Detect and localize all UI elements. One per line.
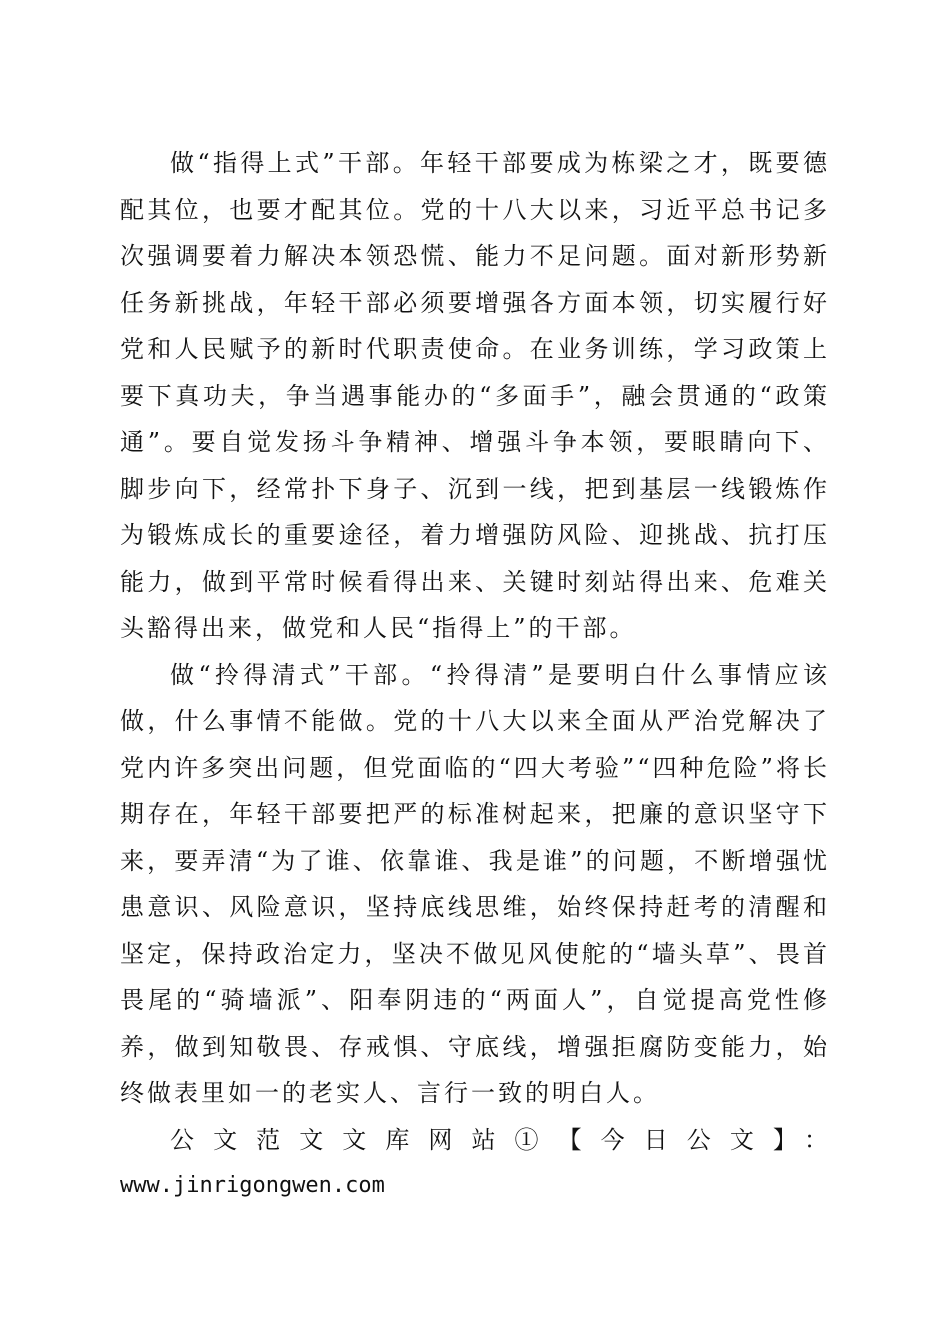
source-footer bbox=[120, 1117, 830, 1210]
footer-label: 公文范文文库网站①【今日公文】： bbox=[170, 1125, 830, 1154]
paragraph-zhideshang: 做“指得上式”干部。年轻干部要成为栋梁之才，既要德配其位，也要才配其位。党的十八大以来，习近平总书记多次强调要着力解决本领恐慌、能力不足问题。面对新形势新任务新挑战，年轻干部必须要增强各方面本领，切实履行好党和人民赋予的新时代职责使命。在业务训练，学习政策上要下真功夫，争当遇事能办的“多面手”，融会贯通的“政策通”。要自觉发扬斗争精神、增强斗争本领，要眼睛向下、脚步向下，经常扑下身子、沉到一线，把到基层一线锻炼作为锻炼成长的重要途径，着力增强防风险、迎挑战、抗打压能力，做到平常时候看得出来、关键时刻站得出来、危难关头豁得出来，做党和人民“指得上”的干部。 bbox=[120, 149, 830, 642]
paragraph-lindeqing: 做“拎得清式”干部。“拎得清”是要明白什么事情应该做，什么事情不能做。党的十八大以来全面从严治党解决了党内许多突出问题，但党面临的“四大考验”“四种危险”将长期存在，年轻干部要把严的标准树起来，把廉的意识坚守下来，要弄清“为了谁、依靠谁、我是谁”的问题，不断增强忧患意识、风险意识，坚持底线思维，始终保持赶考的清醒和坚定，保持政治定力，坚决不做见风使舵的“墙头草”、畏首畏尾的“骑墙派”、阳奉阴违的“两面人”，自觉提高党性修养，做到知敬畏、存戒惧、守底线，增强拒腐防变能力，始终做表里如一的老实人、言行一致的明白人。 bbox=[120, 660, 830, 1107]
footer-url-link[interactable]: www.jinrigongwen.com bbox=[120, 1173, 385, 1198]
document-body bbox=[120, 140, 830, 1210]
